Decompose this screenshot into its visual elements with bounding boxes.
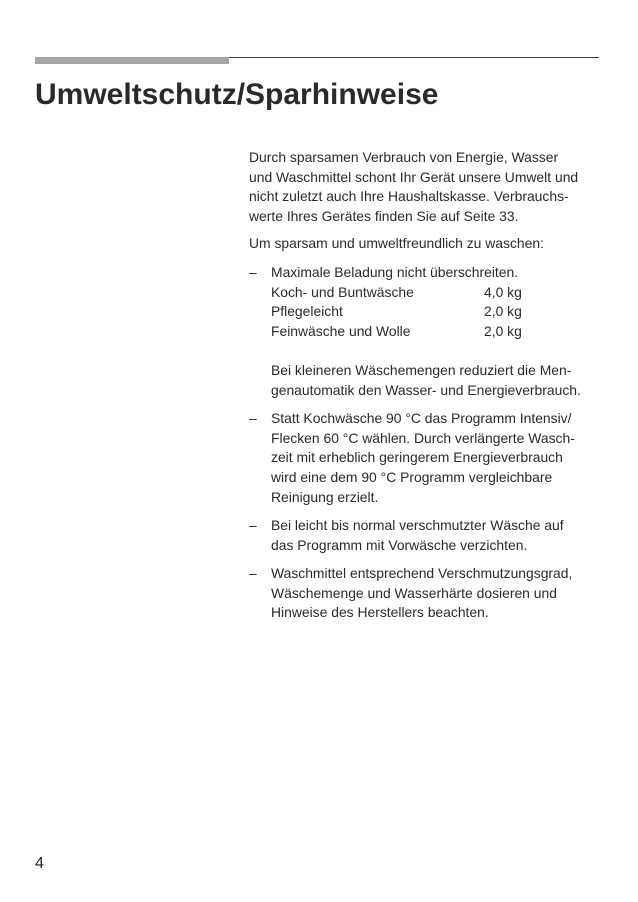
load-program-name: Koch- und Buntwäsche xyxy=(271,283,414,300)
load-table-row xyxy=(271,283,601,303)
bullet-dash: – xyxy=(249,263,257,280)
bullet-detergent-dosage xyxy=(249,564,601,623)
bullet-max-load xyxy=(249,263,601,400)
load-program-name: Feinwäsche und Wolle xyxy=(271,322,411,339)
intro-line: nicht zuletzt auch Ihre Haushaltskasse. Verbrauchs- xyxy=(249,188,569,205)
bullet-line: Statt Kochwäsche 90 °C das Programm Intensiv/ xyxy=(271,410,572,427)
bullet-line: Flecken 60 °C wählen. Durch verlängerte Wasch- xyxy=(271,429,575,446)
bullet-line: Waschmittel entsprechend Verschmutzungsgrad, xyxy=(271,565,573,582)
header-accent-bar xyxy=(35,57,229,64)
bullet-line: Bei leicht bis normal verschmutzter Wäsche auf xyxy=(271,517,564,534)
bullet-text: Maximale Beladung nicht überschreiten. xyxy=(271,263,519,280)
load-program-value: 4,0 kg xyxy=(484,283,522,300)
bullet-dash: – xyxy=(249,565,257,582)
load-program-name: Pflegeleicht xyxy=(271,303,343,320)
load-program-value: 2,0 kg xyxy=(484,303,522,320)
intro-line: werte Ihres Gerätes finden Sie auf Seite 33. xyxy=(249,207,519,224)
bullet-line: wird eine dem 90 °C Programm vergleichbare xyxy=(271,468,553,485)
intro-line: Durch sparsamen Verbrauch von Energie, Wasser xyxy=(249,149,559,165)
bullet-dash: – xyxy=(249,517,257,534)
bullet-line: zeit mit erheblich geringerem Energieverbrauch xyxy=(271,449,563,466)
load-note-line: Bei kleineren Wäschemengen reduziert die Men- xyxy=(271,361,572,378)
load-table-row xyxy=(271,302,601,322)
bullet-line: Hinweise des Herstellers beachten. xyxy=(271,604,489,621)
bullet-line: Wäschemenge und Wasserhärte dosieren und xyxy=(271,584,557,601)
lead-text: Um sparsam und umweltfreundlich zu waschen: xyxy=(249,235,544,252)
bullet-skip-prewash xyxy=(249,516,601,555)
page-title: Umweltschutz/Sparhinweise xyxy=(35,78,439,111)
load-note-line: genautomatik den Wasser- und Energieverbrauch. xyxy=(271,381,581,398)
main-content xyxy=(249,148,601,623)
bullet-line: Reinigung erzielt. xyxy=(271,488,379,505)
intro-line: und Waschmittel schont Ihr Gerät unsere Umwelt und xyxy=(249,168,579,185)
bullet-dash: – xyxy=(249,410,257,427)
intro-paragraph xyxy=(249,148,601,226)
page-number: 4 xyxy=(35,855,44,872)
bullet-line: das Programm mit Vorwäsche verzichten. xyxy=(271,536,528,553)
load-program-value: 2,0 kg xyxy=(484,322,522,339)
bullet-intensive-program xyxy=(249,409,601,507)
load-table-row xyxy=(271,322,601,342)
